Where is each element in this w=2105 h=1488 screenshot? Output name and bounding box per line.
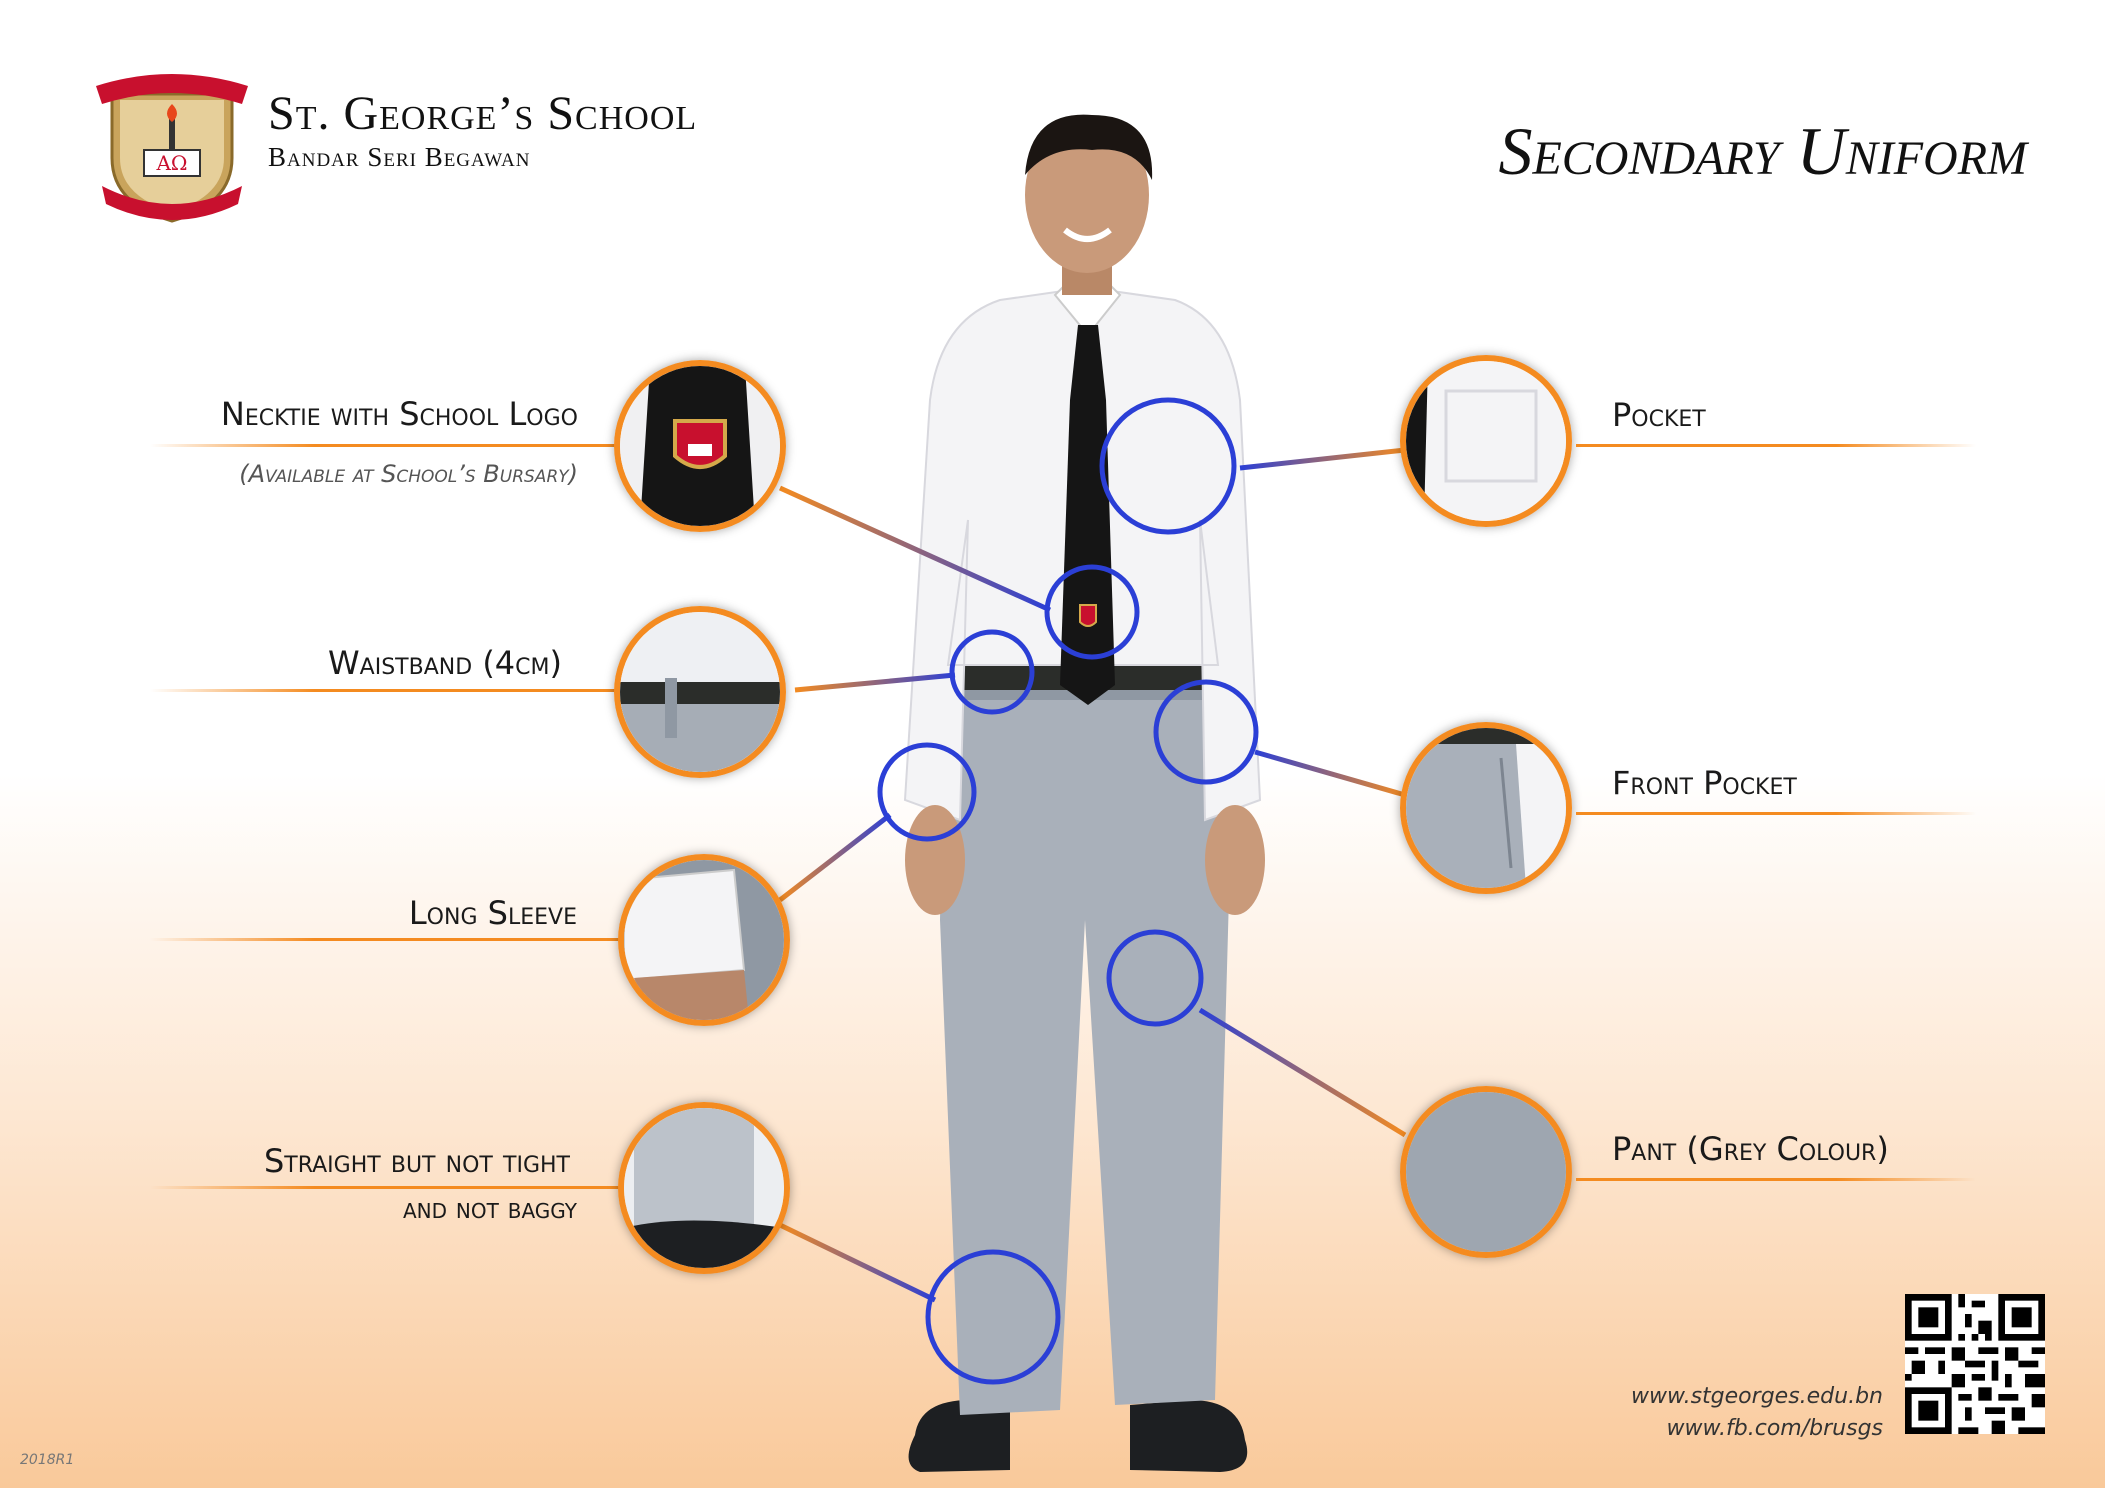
label-pocket: Pocket	[1612, 396, 1706, 434]
school-name: St. George’s School	[268, 87, 698, 140]
svg-text:AΩ: AΩ	[156, 151, 188, 175]
label-long-sleeve: Long Sleeve	[408, 894, 577, 932]
straight-line	[150, 1186, 620, 1189]
label-straight-line-1: Straight but not tight	[263, 1142, 570, 1180]
label-necktie: Necktie with School Logo	[220, 395, 578, 433]
pant-line	[1576, 1178, 1976, 1181]
detail-long-sleeve	[618, 854, 790, 1026]
detail-front-pocket	[1400, 722, 1572, 894]
label-front-pocket: Front Pocket	[1612, 764, 1797, 802]
school-crest-logo	[92, 66, 252, 226]
waistband-line	[150, 689, 620, 692]
qr-code	[1905, 1294, 2045, 1434]
school-location: Bandar Seri Begawan	[268, 142, 531, 172]
label-necktie-note: (Available at School’s Bursary)	[239, 460, 578, 488]
label-waistband: Waistband (4cm)	[328, 644, 562, 682]
detail-hem	[618, 1102, 790, 1274]
front-pocket-line	[1576, 812, 1976, 815]
page-title: Secondary Uniform	[1498, 113, 2027, 189]
version-code: 2018R1	[20, 1452, 75, 1468]
necktie-line	[150, 444, 620, 447]
website-link[interactable]: www.stgeorges.edu.bn	[1631, 1384, 1883, 1409]
pocket-line	[1576, 444, 1976, 447]
detail-pant	[1400, 1086, 1572, 1258]
label-pant: Pant (Grey Colour)	[1612, 1130, 1889, 1168]
detail-necktie	[614, 360, 786, 532]
label-straight-line-2: and not baggy	[402, 1192, 577, 1225]
facebook-link[interactable]: www.fb.com/brusgs	[1666, 1416, 1883, 1441]
long-sleeve-line	[150, 938, 620, 941]
detail-pocket	[1400, 355, 1572, 527]
student-figure	[860, 100, 1310, 1485]
detail-waistband	[614, 606, 786, 778]
right-shoe	[1130, 1400, 1247, 1472]
